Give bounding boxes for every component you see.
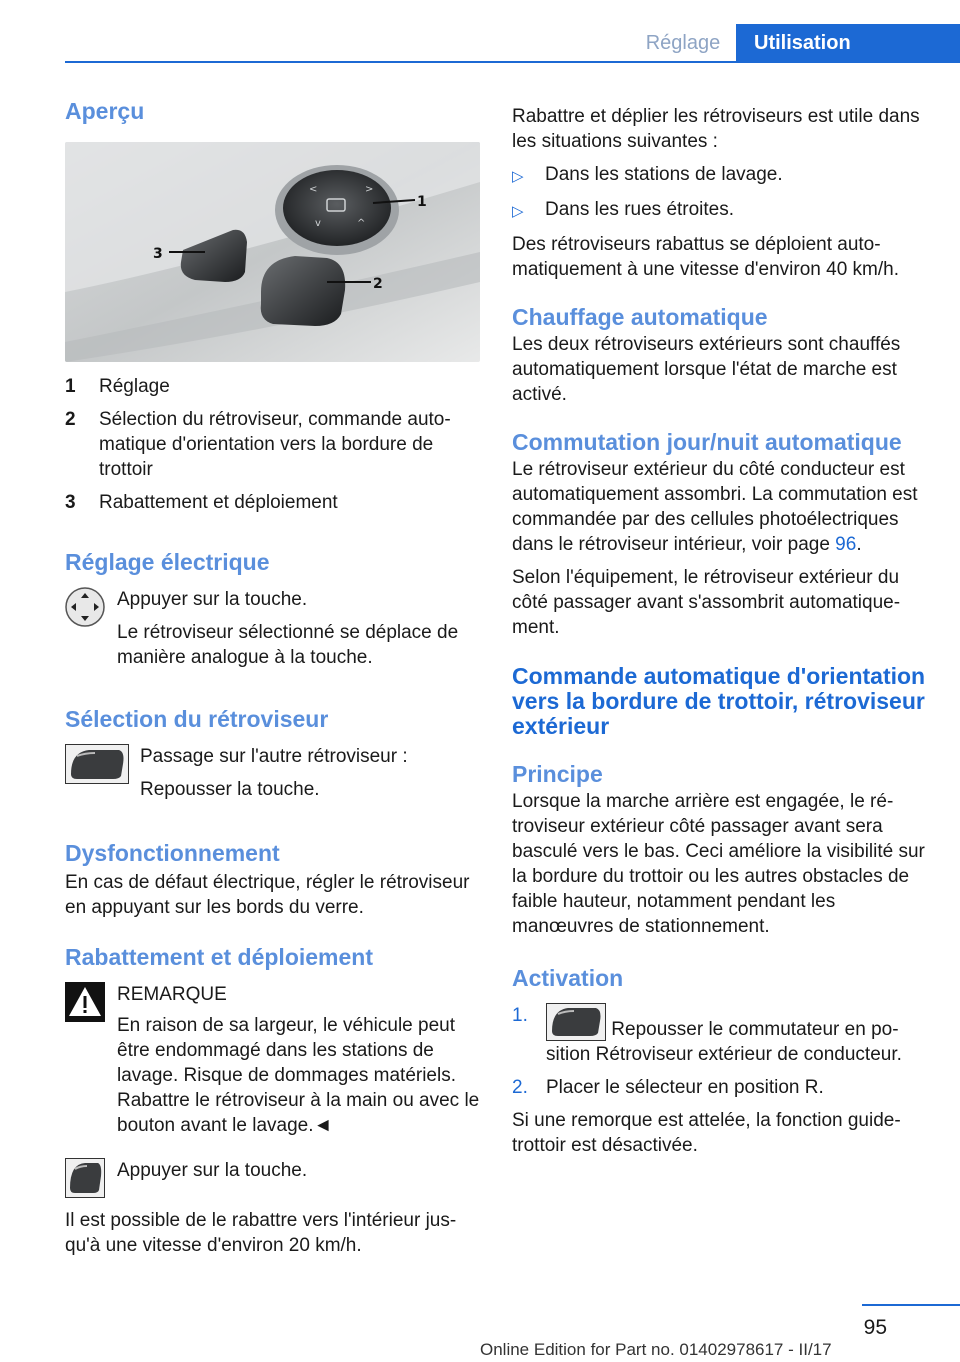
- right-column: [512, 96, 932, 1158]
- svg-text:>: >: [365, 184, 374, 195]
- step-num: 1.: [512, 1005, 528, 1026]
- dysfonctionnement-p: En cas de défaut électrique, régler le rétroviseur en appuyant sur les bords du verre.: [65, 872, 470, 918]
- legend-item: [65, 407, 480, 482]
- reglage-electrique-title: Réglage électrique: [65, 549, 270, 575]
- step-text: Repousser le commutateur en position Rétroviseur extérieur de conducteur.: [546, 1003, 932, 1067]
- step-item: [512, 1075, 932, 1100]
- selection-p2: Repousser la touche.: [140, 779, 320, 800]
- page-96-link[interactable]: 96: [835, 534, 857, 555]
- commutation-p1-text: Le rétroviseur extérieur du côté conducteur est automatiquement assombri. La commutation est commandée par des cellules photoélectriques dans le rétroviseur intérieur, voir page: [512, 459, 918, 555]
- step-text: Placer le sélecteur en position R.: [546, 1077, 824, 1098]
- principe-title: Principe: [512, 761, 603, 787]
- activation-title: Activation: [512, 965, 624, 991]
- step-num: 2.: [512, 1077, 528, 1098]
- photo-label-2: 2: [373, 276, 383, 292]
- remarque-text: En raison de sa largeur, le véhicule peut être endommagé dans les stations de lavage. Risque de dommages matériels. Rabattre le rétroviseur à la main ou avec le bouton avant le lavage.◄: [117, 1015, 480, 1136]
- photo-label-1: 1: [417, 194, 427, 210]
- header-tab-reglage[interactable]: Réglage: [645, 32, 721, 54]
- selection-p1: Passage sur l'autre rétroviseur :: [140, 746, 408, 767]
- legend-num: 3: [65, 492, 76, 513]
- dysfonctionnement-title: Dysfonctionnement: [65, 840, 280, 866]
- remarque-label: REMARQUE: [117, 984, 227, 1005]
- intro-p: Rabattre et déplier les rétroviseurs est utile dans les situations suivantes :: [512, 106, 920, 152]
- selection-title: Sélection du rétroviseur: [65, 706, 329, 732]
- photo-label-3: 3: [153, 246, 163, 262]
- mirror-control-photo: [65, 142, 480, 362]
- commutation-p2: Selon l'équipement, le rétroviseur extérieur du côté passager avant s'assombrit automatiquement.: [512, 567, 901, 638]
- reglage-block: [65, 587, 480, 670]
- mirror-switch-icon: [546, 1003, 606, 1041]
- chauffage-p: Les deux rétroviseurs extérieurs sont chauffés automatiquement lorsque l'état de marche est activé.: [512, 334, 901, 405]
- chauffage-title: Chauffage automatique: [512, 304, 768, 330]
- commutation-p1-end: .: [856, 534, 862, 555]
- bullet-item: [512, 197, 932, 224]
- direction-pad-icon: [65, 587, 105, 627]
- reglage-p2-start: Le rétroviseur sélectionné se déplace de manière analogue à la touche.: [117, 622, 459, 668]
- deploy-p: Des rétroviseurs rabattus se déploient automatiquement à une vitesse d'environ 40 km/h.: [512, 234, 900, 280]
- bullet-triangle-icon: ▷: [512, 168, 524, 185]
- svg-text:^: ^: [357, 218, 366, 229]
- bullet-triangle-icon: ▷: [512, 203, 524, 220]
- legend-text: Réglage: [99, 376, 170, 397]
- page-number: 95: [863, 1316, 887, 1339]
- bullet-text: Dans les stations de lavage.: [545, 164, 783, 185]
- bullet-item: [512, 162, 932, 189]
- remarque-block: [65, 982, 480, 1138]
- rabat-p1: Appuyer sur la touche.: [117, 1160, 308, 1181]
- bullet-text: Dans les rues étroites.: [545, 199, 735, 220]
- header-tab-utilisation[interactable]: Utilisation: [736, 24, 960, 62]
- legend-num: 1: [65, 376, 76, 397]
- photo-legend: [65, 374, 480, 515]
- apercu-title: Aperçu: [65, 98, 145, 124]
- selection-block: [65, 744, 480, 806]
- header-rule: [65, 61, 960, 63]
- footer-rule: [862, 1304, 960, 1306]
- warning-icon: [65, 982, 105, 1022]
- mirror-switch-icon: [65, 744, 129, 784]
- edition-note: Online Edition for Part no. 01402978617 - II/17: [480, 1340, 832, 1359]
- legend-text: Rabattement et déploiement: [99, 492, 338, 513]
- left-column: [65, 96, 480, 1258]
- legend-text: Sélection du rétroviseur, commande automatique d'orientation vers la bordure de trottoir: [99, 409, 451, 480]
- rabat-p2: Il est possible de le rabattre vers l'intérieur jusqu'à une vitesse d'environ 20 km/h.: [65, 1210, 457, 1256]
- commutation-title: Commutation jour/nuit automatique: [512, 429, 902, 455]
- step-item: [512, 1003, 932, 1067]
- svg-text:<: <: [309, 184, 318, 195]
- fold-button-icon: [65, 1158, 105, 1198]
- principe-p: Lorsque la marche arrière est engagée, le rétroviseur extérieur côté passager avant sera basculé vers le bas. Ceci améliore la visibilité sur la bordure du trottoir ou les autres obstacles de faible hauteur, notamment pendant les manœuvres de stationnement.: [512, 791, 925, 937]
- legend-item: [65, 374, 480, 399]
- remorque-p: Si une remorque est attelée, la fonction guide-trottoir est désactivée.: [512, 1110, 901, 1156]
- svg-text:v: v: [315, 218, 321, 229]
- reglage-p1: Appuyer sur la touche.: [117, 589, 308, 610]
- rabat-press-block: [65, 1158, 480, 1200]
- commutation-p1: [512, 457, 932, 557]
- legend-num: 2: [65, 409, 76, 430]
- legend-item: [65, 490, 480, 515]
- orientation-title: Commande automatique d'orientation vers la bordure de trottoir, rétroviseur extérieur: [512, 663, 926, 739]
- rabattement-title: Rabattement et déploiement: [65, 944, 373, 970]
